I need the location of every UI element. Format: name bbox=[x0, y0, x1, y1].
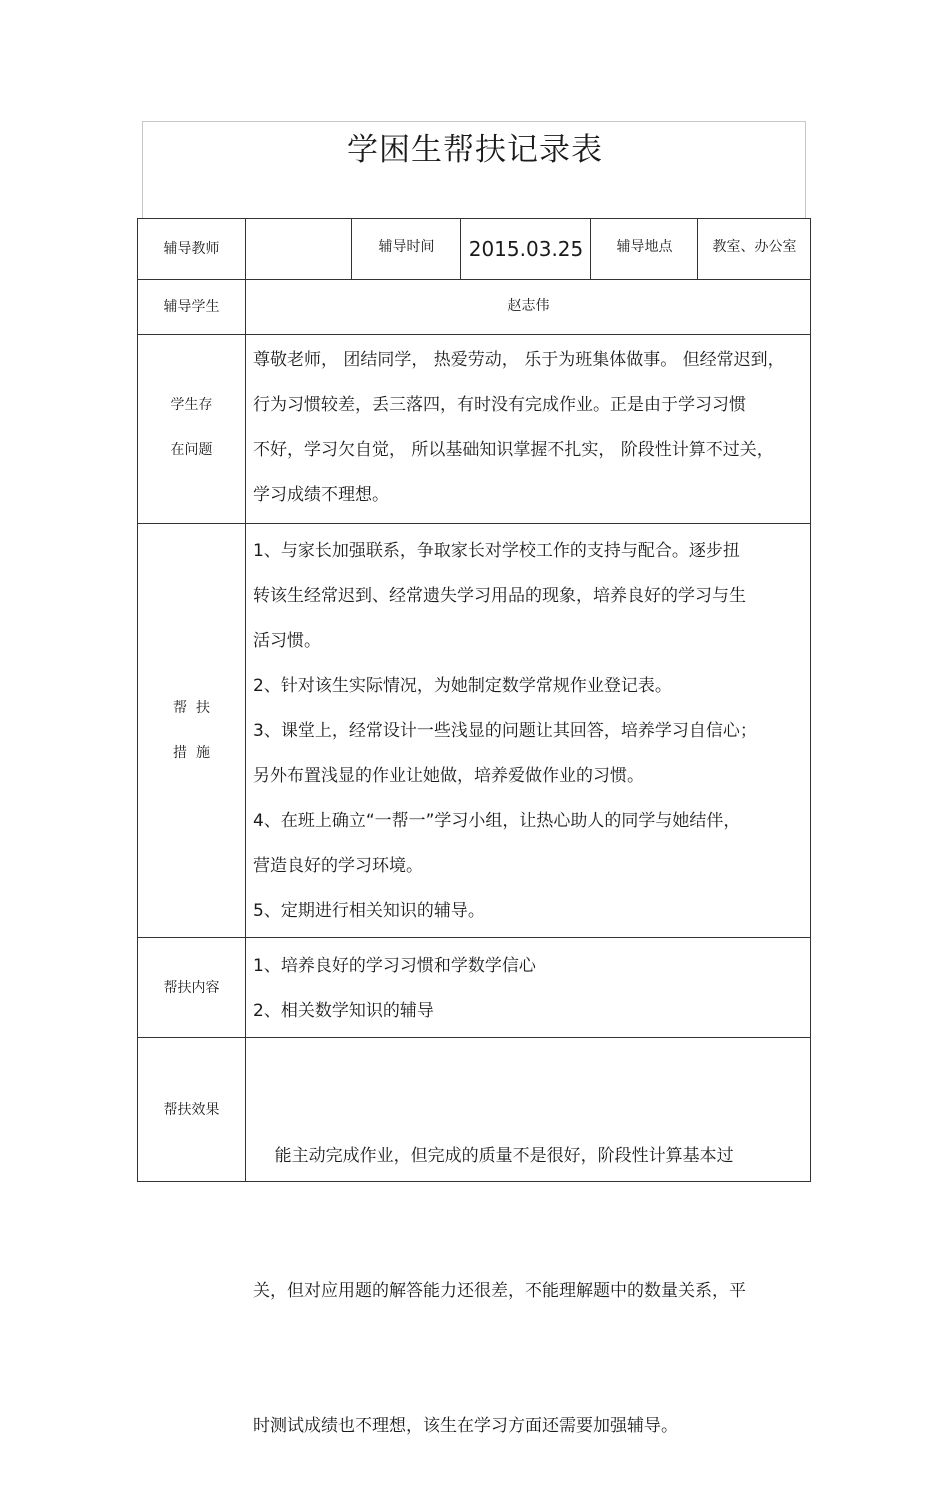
content-label: 帮扶内容 bbox=[163, 979, 220, 996]
effect-text bbox=[253, 1044, 801, 1494]
measures-label-line1: 帮 扶 bbox=[173, 700, 210, 716]
page-title: 学困生帮扶记录表 bbox=[347, 132, 603, 168]
problems-line: 学习成绩不理想。 bbox=[253, 485, 389, 505]
measures-line: 4、在班上确立“一帮一”学习小组，让热心助人的同学与她结伴， bbox=[253, 811, 741, 831]
place-label: 辅导地点 bbox=[616, 238, 673, 255]
time-label: 辅导时间 bbox=[378, 238, 435, 255]
measures-line: 2、针对该生实际情况，为她制定数学常规作业登记表。 bbox=[253, 676, 672, 696]
student-value: 赵志伟 bbox=[507, 298, 550, 314]
measures-text bbox=[253, 529, 801, 934]
student-label: 辅导学生 bbox=[163, 299, 220, 315]
problems-label-line2: 在问题 bbox=[170, 442, 213, 458]
effect-line: 时测试成绩也不理想，该生在学习方面还需要加强辅导。 bbox=[253, 1416, 678, 1436]
problems-line: 尊敬老师， 团结同学， 热爱劳动， 乐于为班集体做事。 但经常迟到， bbox=[253, 350, 785, 370]
measures-line: 1、与家长加强联系，争取家长对学校工作的支持与配合。逐步扭 bbox=[253, 541, 740, 561]
measures-line: 3、课堂上，经常设计一些浅显的问题让其回答，培养学习自信心； bbox=[253, 721, 757, 741]
content-line: 1、培养良好的学习习惯和学数学信心 bbox=[253, 956, 536, 976]
measures-label-line2: 措 施 bbox=[173, 745, 210, 761]
effect-label: 帮扶效果 bbox=[163, 1101, 220, 1118]
effect-line: 能主动完成作业，但完成的质量不是很好，阶段性计算基本过 bbox=[253, 1146, 734, 1166]
problems-line: 不好，学习欠自觉， 所以基础知识掌握不扎实， 阶段性计算不过关， bbox=[253, 440, 774, 460]
teacher-label: 辅导教师 bbox=[163, 241, 220, 257]
effect-line: 关，但对应用题的解答能力还很差，不能理解题中的数量关系，平 bbox=[253, 1281, 746, 1301]
problems-label-line1: 学生存 bbox=[170, 397, 213, 413]
measures-line: 5、定期进行相关知识的辅导。 bbox=[253, 901, 485, 921]
measures-line: 营造良好的学习环境。 bbox=[253, 856, 423, 876]
content-line: 2、相关数学知识的辅导 bbox=[253, 1001, 434, 1021]
problems-line: 行为习惯较差，丢三落四，有时没有完成作业。正是由于学习习惯 bbox=[253, 395, 746, 415]
content-text bbox=[253, 944, 801, 1034]
measures-line: 另外布置浅显的作业让她做，培养爱做作业的习惯。 bbox=[253, 766, 644, 786]
teacher-value bbox=[247, 219, 351, 279]
place-value: 教室、办公室 bbox=[712, 238, 797, 255]
problems-text bbox=[253, 338, 801, 518]
time-value: 2015.03.25 bbox=[468, 237, 584, 261]
measures-line: 活习惯。 bbox=[253, 631, 321, 651]
measures-line: 转该生经常迟到、经常遗失学习用品的现象，培养良好的学习与生 bbox=[253, 586, 746, 606]
